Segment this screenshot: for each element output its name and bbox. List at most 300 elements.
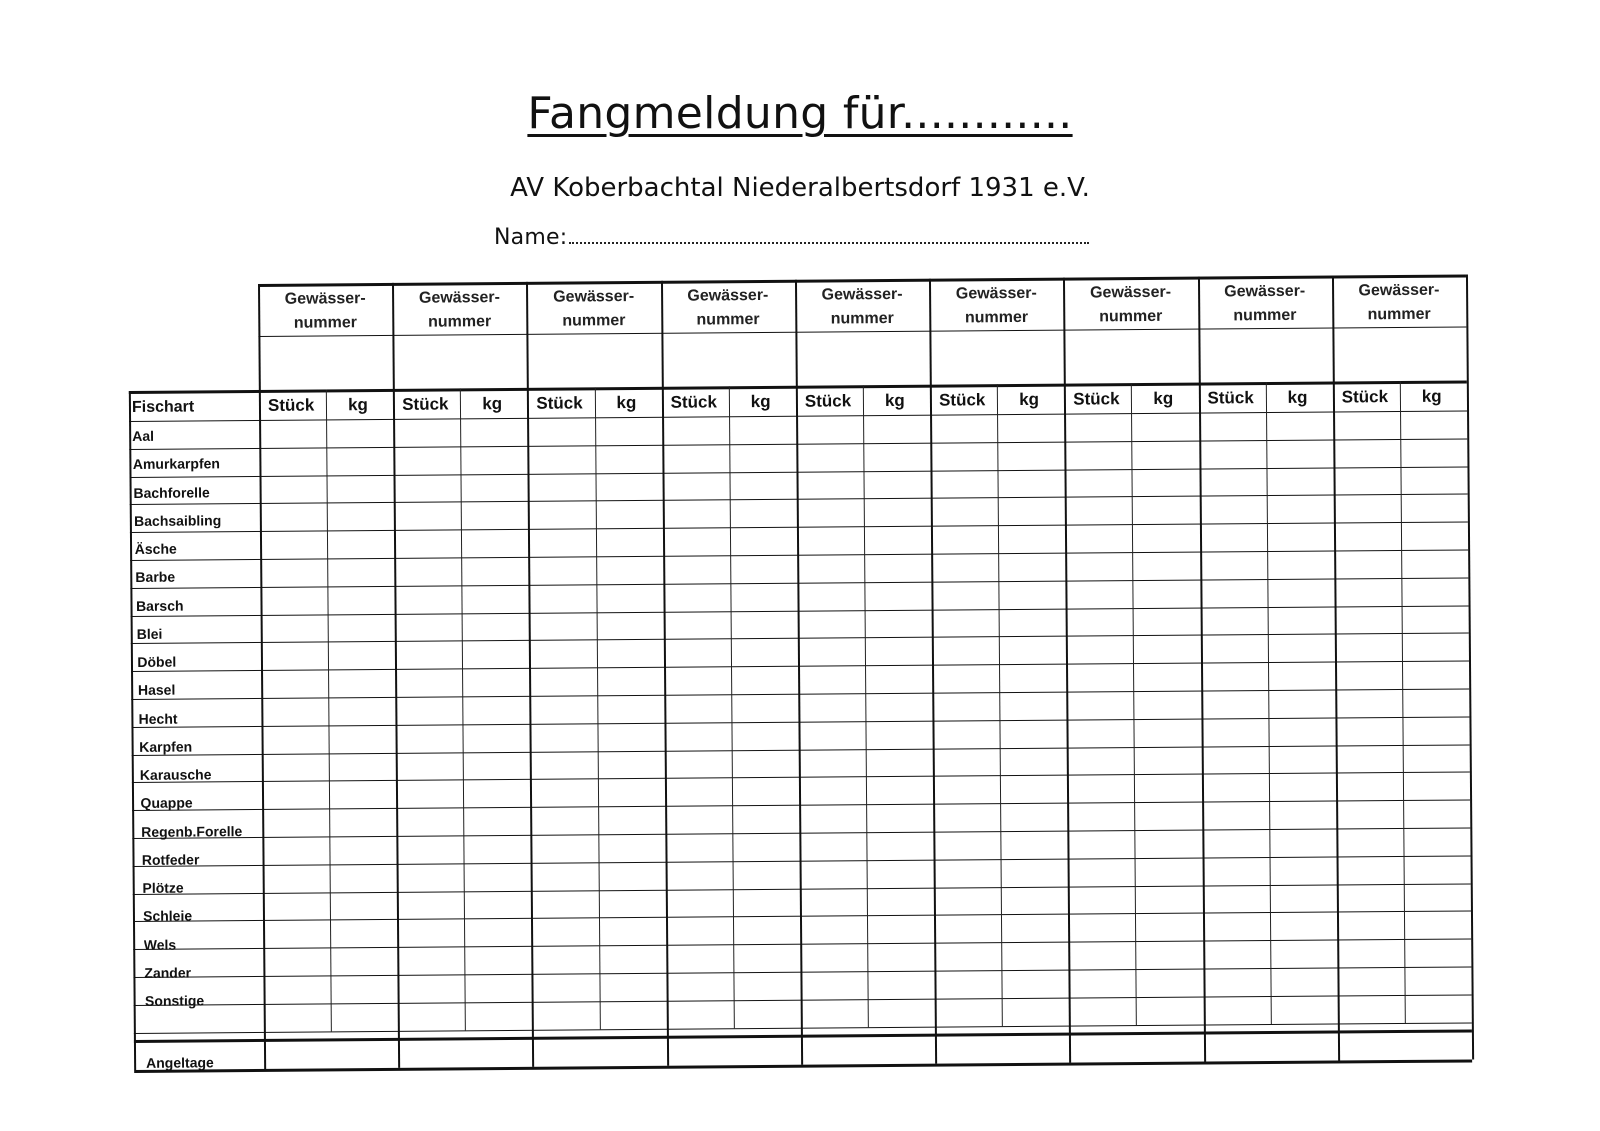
- weight-cell[interactable]: [329, 532, 392, 556]
- weight-cell[interactable]: [463, 475, 526, 499]
- count-cell[interactable]: [935, 722, 998, 746]
- angeltage-cell[interactable]: [1071, 1034, 1201, 1059]
- weight-cell[interactable]: [1002, 805, 1065, 829]
- count-cell[interactable]: [398, 810, 461, 834]
- weight-cell[interactable]: [601, 947, 664, 971]
- count-cell[interactable]: [1339, 969, 1402, 993]
- count-cell[interactable]: [400, 976, 463, 1000]
- count-cell[interactable]: [665, 641, 728, 665]
- weight-cell[interactable]: [601, 1003, 664, 1027]
- weight-cell[interactable]: [465, 753, 528, 777]
- count-cell[interactable]: [1204, 887, 1267, 911]
- weight-cell[interactable]: [462, 420, 525, 444]
- count-cell[interactable]: [1069, 693, 1132, 717]
- count-cell[interactable]: [1338, 858, 1401, 882]
- weight-cell[interactable]: [867, 611, 930, 635]
- count-cell[interactable]: [265, 894, 328, 918]
- count-cell[interactable]: [530, 503, 593, 527]
- count-cell[interactable]: [1203, 720, 1266, 744]
- count-cell[interactable]: [1202, 609, 1265, 633]
- count-cell[interactable]: [532, 781, 595, 805]
- weight-cell[interactable]: [1134, 526, 1197, 550]
- weight-cell[interactable]: [466, 920, 529, 944]
- count-cell[interactable]: [935, 750, 998, 774]
- weight-cell[interactable]: [598, 586, 661, 610]
- count-cell[interactable]: [933, 555, 996, 579]
- weight-cell[interactable]: [1135, 581, 1198, 605]
- count-cell[interactable]: [799, 584, 862, 608]
- count-cell[interactable]: [933, 500, 996, 524]
- count-cell[interactable]: [666, 752, 729, 776]
- weight-cell[interactable]: [866, 500, 929, 524]
- weight-cell[interactable]: [731, 501, 794, 525]
- weight-cell[interactable]: [601, 919, 664, 943]
- count-cell[interactable]: [1201, 442, 1264, 466]
- weight-cell[interactable]: [332, 894, 395, 918]
- count-cell[interactable]: [1071, 943, 1134, 967]
- weight-cell[interactable]: [1138, 971, 1201, 995]
- count-cell[interactable]: [399, 949, 462, 973]
- count-cell[interactable]: [1202, 581, 1265, 605]
- count-cell[interactable]: [398, 726, 461, 750]
- count-cell[interactable]: [801, 862, 864, 886]
- count-cell[interactable]: [1067, 443, 1130, 467]
- weight-cell[interactable]: [1268, 441, 1331, 465]
- water-number-input[interactable]: [396, 337, 525, 386]
- weight-cell[interactable]: [1403, 607, 1466, 631]
- weight-cell[interactable]: [1003, 888, 1066, 912]
- weight-cell[interactable]: [868, 806, 931, 830]
- weight-cell[interactable]: [333, 977, 396, 1001]
- count-cell[interactable]: [799, 528, 862, 552]
- count-cell[interactable]: [263, 699, 326, 723]
- water-number-input[interactable]: [1335, 330, 1464, 379]
- weight-cell[interactable]: [1404, 718, 1467, 742]
- count-cell[interactable]: [667, 807, 730, 831]
- weight-cell[interactable]: [1003, 833, 1066, 857]
- count-cell[interactable]: [1337, 691, 1400, 715]
- count-cell[interactable]: [263, 644, 326, 668]
- count-cell[interactable]: [530, 475, 593, 499]
- weight-cell[interactable]: [599, 725, 662, 749]
- count-cell[interactable]: [533, 920, 596, 944]
- weight-cell[interactable]: [735, 890, 798, 914]
- angeltage-cell[interactable]: [803, 1036, 933, 1061]
- count-cell[interactable]: [668, 919, 731, 943]
- count-cell[interactable]: [936, 861, 999, 885]
- weight-cell[interactable]: [331, 838, 394, 862]
- weight-cell[interactable]: [329, 477, 392, 501]
- weight-cell[interactable]: [597, 530, 660, 554]
- weight-cell[interactable]: [464, 670, 527, 694]
- weight-cell[interactable]: [1136, 693, 1199, 717]
- weight-cell[interactable]: [1135, 554, 1198, 578]
- count-cell[interactable]: [1203, 664, 1266, 688]
- water-number-input[interactable]: [664, 335, 793, 384]
- weight-cell[interactable]: [1269, 525, 1332, 549]
- count-cell[interactable]: [802, 890, 865, 914]
- weight-cell[interactable]: [1136, 720, 1199, 744]
- name-fill-line[interactable]: [569, 222, 1089, 244]
- water-number-input[interactable]: [1201, 331, 1330, 380]
- water-number-input[interactable]: [933, 333, 1062, 382]
- weight-cell[interactable]: [734, 863, 797, 887]
- count-cell[interactable]: [1335, 441, 1398, 465]
- count-cell[interactable]: [1204, 803, 1267, 827]
- count-cell[interactable]: [1205, 942, 1268, 966]
- weight-cell[interactable]: [1268, 469, 1331, 493]
- count-cell[interactable]: [1337, 747, 1400, 771]
- weight-cell[interactable]: [332, 866, 395, 890]
- count-cell[interactable]: [1071, 971, 1134, 995]
- count-cell[interactable]: [1336, 580, 1399, 604]
- weight-cell[interactable]: [868, 750, 931, 774]
- count-cell[interactable]: [262, 533, 325, 557]
- count-cell[interactable]: [534, 1003, 597, 1027]
- count-cell[interactable]: [666, 668, 729, 692]
- count-cell[interactable]: [396, 476, 459, 500]
- count-cell[interactable]: [1069, 749, 1132, 773]
- weight-cell[interactable]: [735, 1002, 798, 1026]
- weight-cell[interactable]: [467, 976, 530, 1000]
- weight-cell[interactable]: [1004, 972, 1067, 996]
- weight-cell[interactable]: [732, 557, 795, 581]
- count-cell[interactable]: [1069, 777, 1132, 801]
- weight-cell[interactable]: [331, 782, 394, 806]
- count-cell[interactable]: [1336, 524, 1399, 548]
- weight-cell[interactable]: [1134, 442, 1197, 466]
- weight-cell[interactable]: [1405, 746, 1468, 770]
- count-cell[interactable]: [801, 834, 864, 858]
- count-cell[interactable]: [802, 945, 865, 969]
- weight-cell[interactable]: [466, 837, 529, 861]
- weight-cell[interactable]: [330, 643, 393, 667]
- weight-cell[interactable]: [598, 558, 661, 582]
- weight-cell[interactable]: [734, 779, 797, 803]
- count-cell[interactable]: [1338, 802, 1401, 826]
- weight-cell[interactable]: [1404, 690, 1467, 714]
- count-cell[interactable]: [397, 587, 460, 611]
- weight-cell[interactable]: [1406, 968, 1469, 992]
- count-cell[interactable]: [261, 421, 324, 445]
- weight-cell[interactable]: [1002, 777, 1065, 801]
- count-cell[interactable]: [801, 779, 864, 803]
- count-cell[interactable]: [664, 502, 727, 526]
- count-cell[interactable]: [799, 612, 862, 636]
- weight-cell[interactable]: [1407, 996, 1470, 1020]
- weight-cell[interactable]: [1272, 970, 1335, 994]
- weight-cell[interactable]: [1137, 832, 1200, 856]
- weight-cell[interactable]: [1003, 916, 1066, 940]
- weight-cell[interactable]: [600, 891, 663, 915]
- angeltage-cell[interactable]: [937, 1035, 1067, 1060]
- weight-cell[interactable]: [330, 671, 393, 695]
- weight-cell[interactable]: [869, 862, 932, 886]
- weight-cell[interactable]: [598, 641, 661, 665]
- count-cell[interactable]: [263, 672, 326, 696]
- count-cell[interactable]: [1339, 941, 1402, 965]
- count-cell[interactable]: [264, 755, 327, 779]
- weight-cell[interactable]: [1137, 915, 1200, 939]
- count-cell[interactable]: [530, 447, 593, 471]
- count-cell[interactable]: [666, 696, 729, 720]
- weight-cell[interactable]: [869, 917, 932, 941]
- count-cell[interactable]: [534, 975, 597, 999]
- count-cell[interactable]: [1068, 638, 1131, 662]
- weight-cell[interactable]: [1000, 499, 1063, 523]
- weight-cell[interactable]: [734, 807, 797, 831]
- weight-cell[interactable]: [869, 889, 932, 913]
- count-cell[interactable]: [398, 782, 461, 806]
- count-cell[interactable]: [1070, 916, 1133, 940]
- count-cell[interactable]: [935, 805, 998, 829]
- count-cell[interactable]: [265, 977, 328, 1001]
- weight-cell[interactable]: [599, 780, 662, 804]
- weight-cell[interactable]: [1135, 665, 1198, 689]
- count-cell[interactable]: [1204, 831, 1267, 855]
- count-cell[interactable]: [533, 809, 596, 833]
- weight-cell[interactable]: [329, 560, 392, 584]
- weight-cell[interactable]: [866, 584, 929, 608]
- weight-cell[interactable]: [1269, 580, 1332, 604]
- count-cell[interactable]: [1068, 665, 1131, 689]
- weight-cell[interactable]: [1004, 999, 1067, 1023]
- angeltage-cell[interactable]: [400, 1039, 530, 1064]
- count-cell[interactable]: [1335, 496, 1398, 520]
- count-cell[interactable]: [399, 893, 462, 917]
- count-cell[interactable]: [531, 642, 594, 666]
- weight-cell[interactable]: [733, 696, 796, 720]
- weight-cell[interactable]: [1136, 776, 1199, 800]
- count-cell[interactable]: [667, 835, 730, 859]
- count-cell[interactable]: [1069, 804, 1132, 828]
- count-cell[interactable]: [933, 527, 996, 551]
- weight-cell[interactable]: [1137, 887, 1200, 911]
- count-cell[interactable]: [1203, 692, 1266, 716]
- weight-cell[interactable]: [1402, 440, 1465, 464]
- count-cell[interactable]: [265, 950, 328, 974]
- count-cell[interactable]: [936, 889, 999, 913]
- count-cell[interactable]: [263, 616, 326, 640]
- weight-cell[interactable]: [1271, 858, 1334, 882]
- weight-cell[interactable]: [1000, 471, 1063, 495]
- count-cell[interactable]: [937, 1000, 1000, 1024]
- weight-cell[interactable]: [597, 474, 660, 498]
- weight-cell[interactable]: [732, 585, 795, 609]
- weight-cell[interactable]: [1002, 749, 1065, 773]
- count-cell[interactable]: [1205, 998, 1268, 1022]
- weight-cell[interactable]: [731, 418, 794, 442]
- count-cell[interactable]: [265, 866, 328, 890]
- weight-cell[interactable]: [463, 503, 526, 527]
- count-cell[interactable]: [397, 671, 460, 695]
- count-cell[interactable]: [668, 946, 731, 970]
- weight-cell[interactable]: [1138, 943, 1201, 967]
- weight-cell[interactable]: [1406, 913, 1469, 937]
- weight-cell[interactable]: [1000, 527, 1063, 551]
- weight-cell[interactable]: [1402, 413, 1465, 437]
- weight-cell[interactable]: [1137, 859, 1200, 883]
- count-cell[interactable]: [264, 811, 327, 835]
- weight-cell[interactable]: [1001, 582, 1064, 606]
- weight-cell[interactable]: [1269, 608, 1332, 632]
- weight-cell[interactable]: [1403, 551, 1466, 575]
- weight-cell[interactable]: [1269, 553, 1332, 577]
- count-cell[interactable]: [1339, 997, 1402, 1021]
- count-cell[interactable]: [935, 833, 998, 857]
- count-cell[interactable]: [531, 558, 594, 582]
- count-cell[interactable]: [803, 1001, 866, 1025]
- count-cell[interactable]: [266, 1005, 329, 1029]
- count-cell[interactable]: [530, 419, 593, 443]
- weight-cell[interactable]: [329, 504, 392, 528]
- weight-cell[interactable]: [733, 668, 796, 692]
- weight-cell[interactable]: [733, 751, 796, 775]
- count-cell[interactable]: [1201, 525, 1264, 549]
- weight-cell[interactable]: [1270, 719, 1333, 743]
- weight-cell[interactable]: [330, 699, 393, 723]
- water-number-input[interactable]: [1067, 332, 1196, 381]
- weight-cell[interactable]: [865, 417, 928, 441]
- count-cell[interactable]: [262, 477, 325, 501]
- count-cell[interactable]: [800, 723, 863, 747]
- weight-cell[interactable]: [463, 531, 526, 555]
- count-cell[interactable]: [1067, 499, 1130, 523]
- count-cell[interactable]: [801, 806, 864, 830]
- count-cell[interactable]: [799, 556, 862, 580]
- water-number-input[interactable]: [261, 338, 390, 387]
- weight-cell[interactable]: [333, 1005, 396, 1029]
- count-cell[interactable]: [1337, 635, 1400, 659]
- count-cell[interactable]: [1201, 414, 1264, 438]
- weight-cell[interactable]: [867, 723, 930, 747]
- weight-cell[interactable]: [732, 612, 795, 636]
- weight-cell[interactable]: [464, 587, 527, 611]
- count-cell[interactable]: [1335, 413, 1398, 437]
- weight-cell[interactable]: [601, 975, 664, 999]
- weight-cell[interactable]: [464, 614, 527, 638]
- weight-cell[interactable]: [463, 448, 526, 472]
- weight-cell[interactable]: [1000, 555, 1063, 579]
- angeltage-cell[interactable]: [1205, 1033, 1335, 1058]
- weight-cell[interactable]: [734, 835, 797, 859]
- weight-cell[interactable]: [465, 781, 528, 805]
- count-cell[interactable]: [1202, 553, 1265, 577]
- weight-cell[interactable]: [600, 864, 663, 888]
- count-cell[interactable]: [1337, 663, 1400, 687]
- count-cell[interactable]: [1071, 999, 1134, 1023]
- count-cell[interactable]: [1203, 748, 1266, 772]
- weight-cell[interactable]: [1003, 860, 1066, 884]
- weight-cell[interactable]: [1003, 944, 1066, 968]
- count-cell[interactable]: [534, 948, 597, 972]
- weight-cell[interactable]: [1270, 664, 1333, 688]
- count-cell[interactable]: [936, 944, 999, 968]
- weight-cell[interactable]: [332, 949, 395, 973]
- weight-cell[interactable]: [465, 698, 528, 722]
- weight-cell[interactable]: [1406, 885, 1469, 909]
- count-cell[interactable]: [1336, 608, 1399, 632]
- weight-cell[interactable]: [999, 443, 1062, 467]
- count-cell[interactable]: [1335, 469, 1398, 493]
- count-cell[interactable]: [397, 698, 460, 722]
- weight-cell[interactable]: [731, 473, 794, 497]
- count-cell[interactable]: [396, 532, 459, 556]
- weight-cell[interactable]: [1001, 666, 1064, 690]
- weight-cell[interactable]: [599, 669, 662, 693]
- weight-cell[interactable]: [328, 421, 391, 445]
- weight-cell[interactable]: [1405, 857, 1468, 881]
- count-cell[interactable]: [264, 783, 327, 807]
- weight-cell[interactable]: [1272, 914, 1335, 938]
- weight-cell[interactable]: [597, 419, 660, 443]
- weight-cell[interactable]: [866, 528, 929, 552]
- count-cell[interactable]: [265, 922, 328, 946]
- count-cell[interactable]: [1201, 497, 1264, 521]
- angeltage-cell[interactable]: [266, 1041, 396, 1066]
- weight-cell[interactable]: [867, 695, 930, 719]
- count-cell[interactable]: [533, 892, 596, 916]
- weight-cell[interactable]: [463, 559, 526, 583]
- count-cell[interactable]: [800, 640, 863, 664]
- weight-cell[interactable]: [866, 556, 929, 580]
- count-cell[interactable]: [800, 667, 863, 691]
- count-cell[interactable]: [936, 917, 999, 941]
- count-cell[interactable]: [1070, 888, 1133, 912]
- count-cell[interactable]: [802, 973, 865, 997]
- weight-cell[interactable]: [735, 946, 798, 970]
- angeltage-cell[interactable]: [534, 1038, 664, 1063]
- weight-cell[interactable]: [1403, 579, 1466, 603]
- weight-cell[interactable]: [1405, 802, 1468, 826]
- weight-cell[interactable]: [1138, 998, 1201, 1022]
- weight-cell[interactable]: [1403, 524, 1466, 548]
- count-cell[interactable]: [1068, 582, 1131, 606]
- count-cell[interactable]: [1069, 721, 1132, 745]
- weight-cell[interactable]: [867, 667, 930, 691]
- count-cell[interactable]: [1338, 830, 1401, 854]
- count-cell[interactable]: [264, 838, 327, 862]
- count-cell[interactable]: [802, 918, 865, 942]
- count-cell[interactable]: [1070, 832, 1133, 856]
- count-cell[interactable]: [395, 420, 458, 444]
- count-cell[interactable]: [1337, 719, 1400, 743]
- count-cell[interactable]: [801, 751, 864, 775]
- weight-cell[interactable]: [1134, 470, 1197, 494]
- weight-cell[interactable]: [332, 921, 395, 945]
- count-cell[interactable]: [799, 501, 862, 525]
- count-cell[interactable]: [397, 643, 460, 667]
- weight-cell[interactable]: [1271, 886, 1334, 910]
- count-cell[interactable]: [935, 778, 998, 802]
- weight-cell[interactable]: [1405, 829, 1468, 853]
- weight-cell[interactable]: [600, 836, 663, 860]
- count-cell[interactable]: [1068, 610, 1131, 634]
- count-cell[interactable]: [1205, 970, 1268, 994]
- count-cell[interactable]: [933, 472, 996, 496]
- count-cell[interactable]: [530, 531, 593, 555]
- count-cell[interactable]: [798, 473, 861, 497]
- count-cell[interactable]: [667, 780, 730, 804]
- count-cell[interactable]: [664, 446, 727, 470]
- count-cell[interactable]: [261, 449, 324, 473]
- count-cell[interactable]: [396, 559, 459, 583]
- count-cell[interactable]: [399, 921, 462, 945]
- count-cell[interactable]: [937, 972, 1000, 996]
- count-cell[interactable]: [667, 863, 730, 887]
- weight-cell[interactable]: [870, 1000, 933, 1024]
- weight-cell[interactable]: [1270, 692, 1333, 716]
